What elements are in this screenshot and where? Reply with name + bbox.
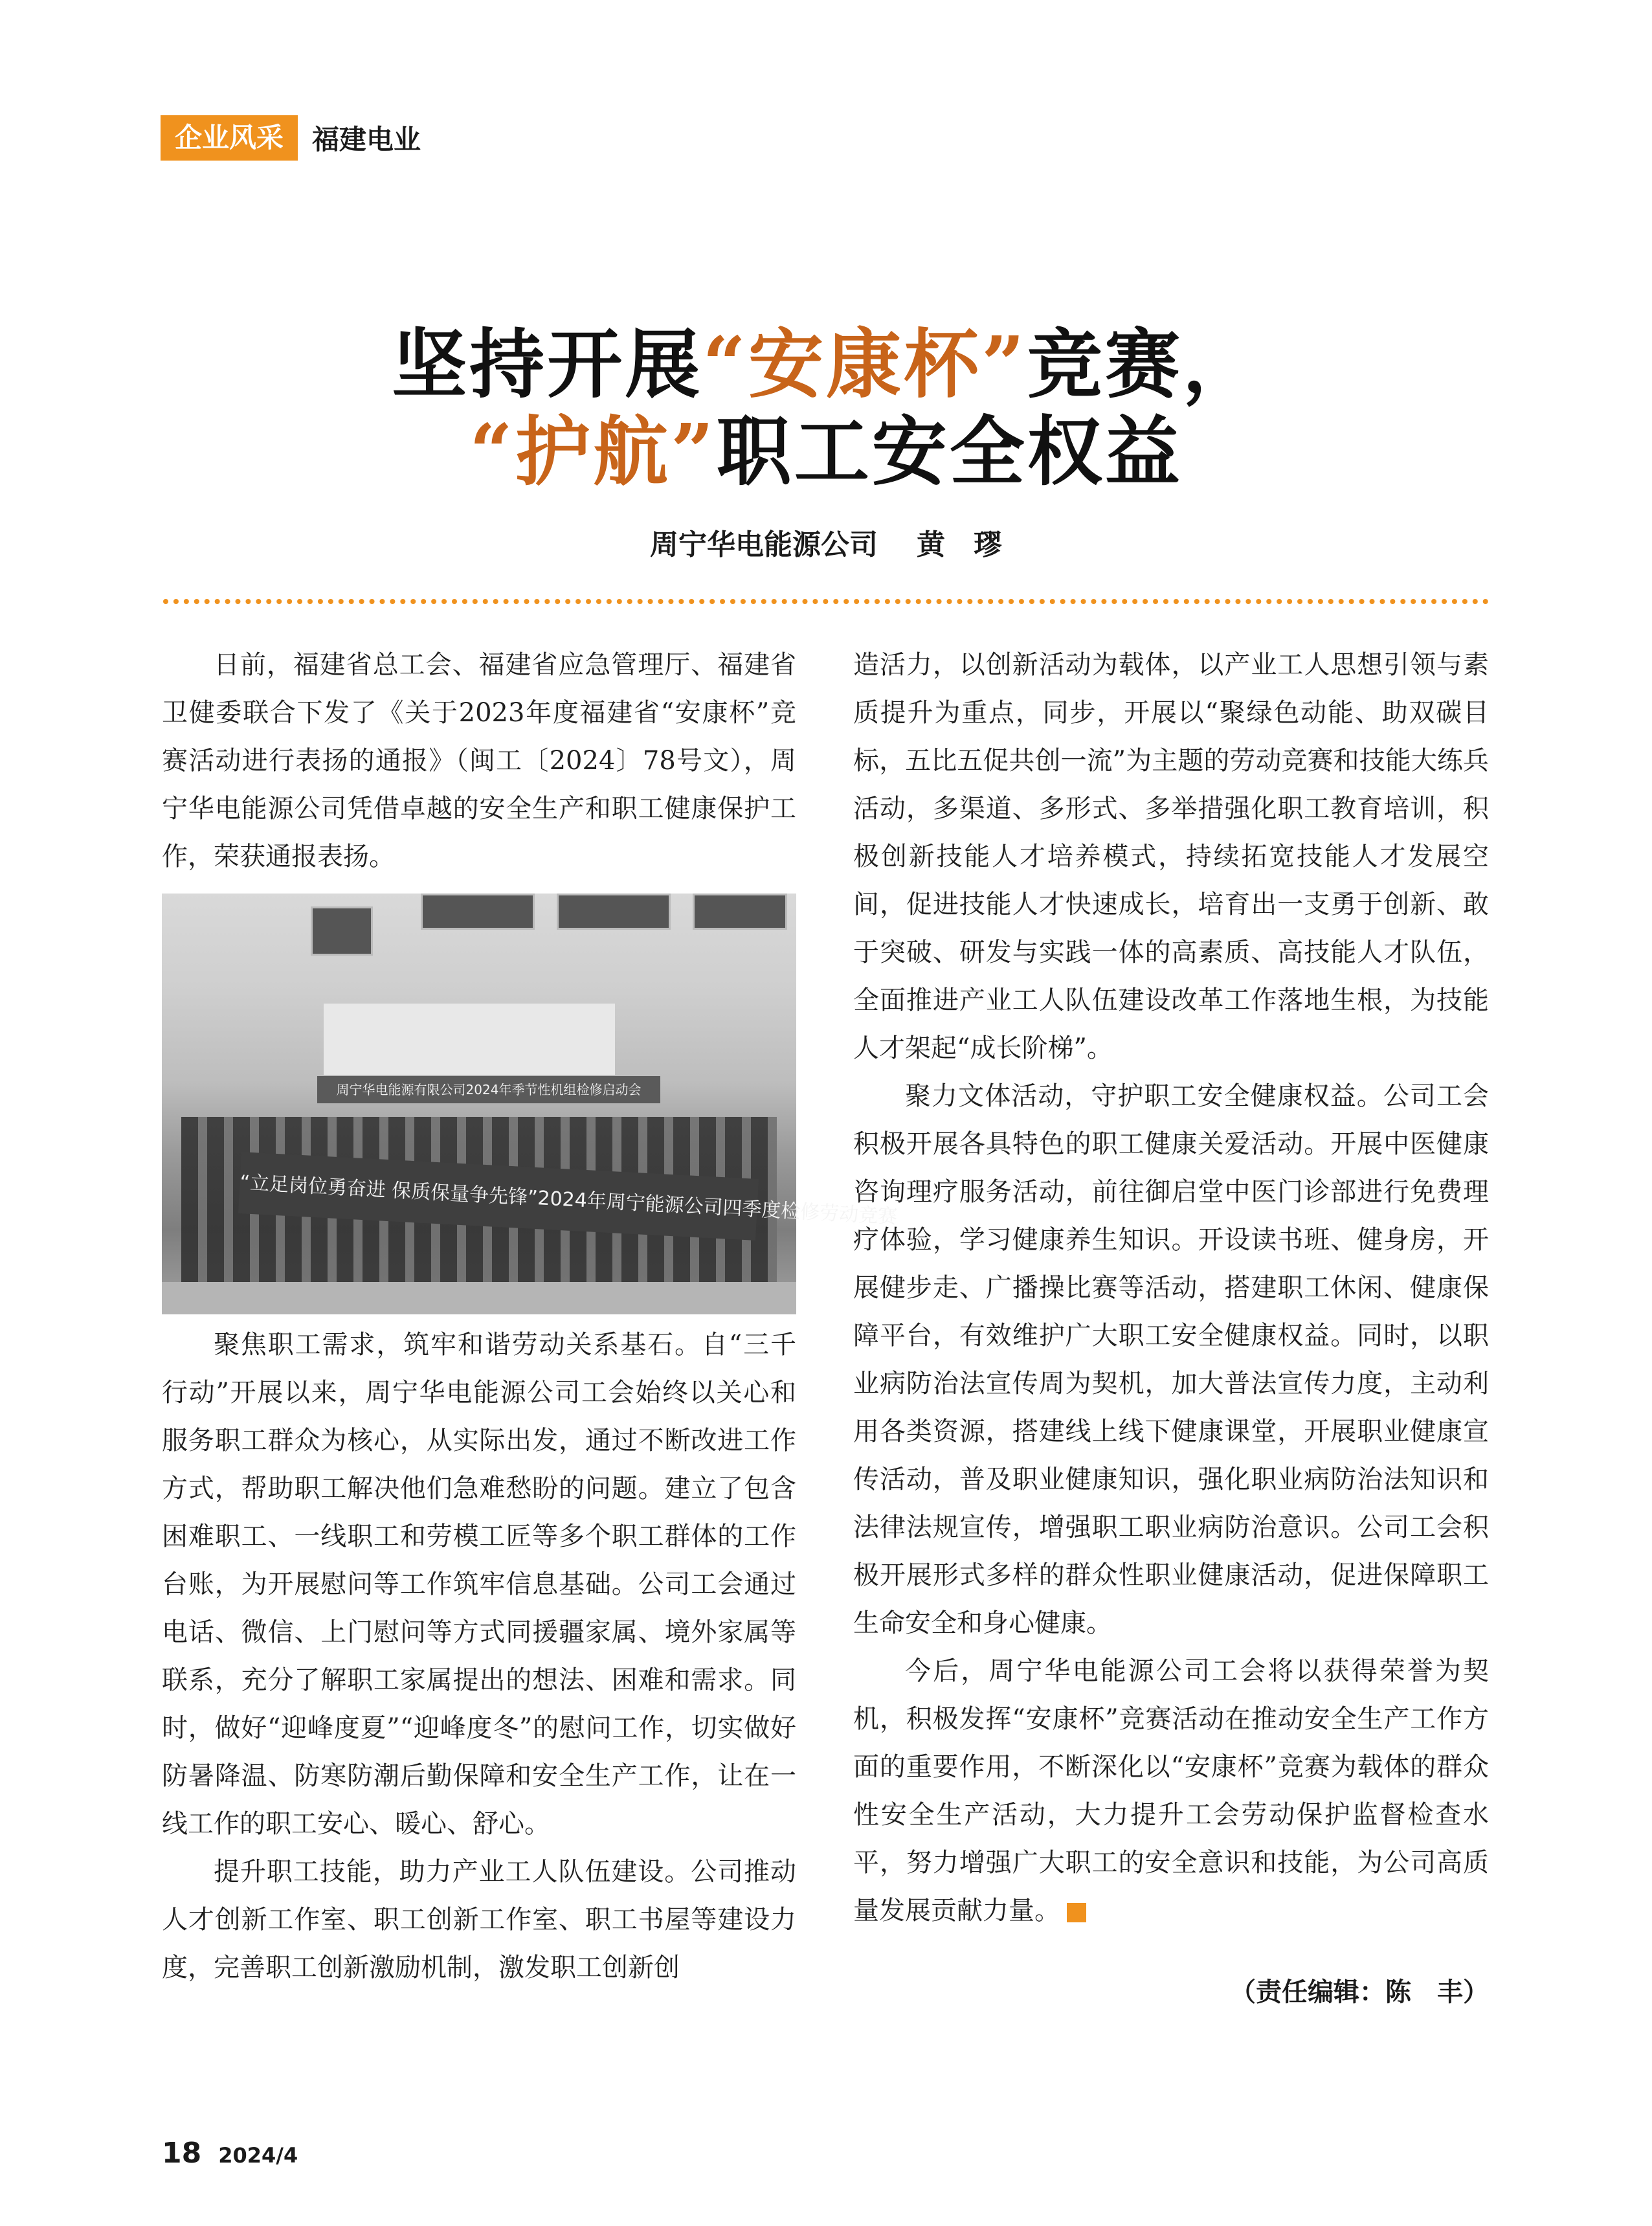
section-header (161, 115, 421, 161)
page-footer (162, 2137, 298, 2170)
paragraph: 聚力文体活动，守护职工安全健康权益。公司工会积极开展各具特色的职工健康关爱活动。开展中医健康咨询理疗服务活动，前往御启堂中医门诊部进行免费理疗体验，学习健康养生知识。开设读书班、健身房，开展健步走、广播操比赛等活动，搭建职工休闲、健康保障平台，有效维护广大职工安全健康权益。同时，以职业病防治法宣传周为契机，加大普法宣传力度，主动利用各类资源，搭建线上线下健康课堂，开展职业健康宣传活动，普及职业健康知识，强化职业病防治法知识和法律法规宣传，增强职工职业病防治意识。公司工会积极开展形式多样的群众性职业健康活动，促进保障职工生命安全和身心健康。 (853, 1081, 1489, 1638)
article-column-left-top (162, 641, 796, 881)
building-window (311, 906, 373, 956)
article-column-right (853, 641, 1489, 1935)
photo-banner-main: “立足岗位勇奋进 保质保量争先锋”2024年周宁能源公司四季度检修劳动竞赛 (238, 1152, 759, 1241)
building-window (557, 894, 671, 930)
dotted-divider (163, 599, 1489, 604)
author-name: 黄 璆 (917, 528, 1002, 561)
photo-floor (162, 1282, 796, 1314)
title-highlight: “安康杯” (702, 320, 1027, 409)
paragraph: 聚焦职工需求，筑牢和谐劳动关系基石。自“三千行动”开展以来，周宁华电能源公司工会始终以关心和服务职工群众为核心，从实际出发，通过不断改进工作方式，帮助职工解决他们急难愁盼的问题。建立了包含困难职工、一线职工和劳模工匠等多个职工群体的工作台账，为开展慰问等工作筑牢信息基础。公司工会通过电话、微信、上门慰问等方式同援疆家属、境外家属等联系，充分了解职工家属提出的想法、困难和需求。同时，做好“迎峰度夏”“迎峰度冬”的慰问工作，切实做好防暑降温、防寒防潮后勤保障和安全生产工作，让在一线工作的职工安心、暖心、舒心。 (162, 1330, 796, 1839)
title-text: 坚持开展 (392, 320, 703, 409)
paragraph: 提升职工技能，助力产业工人队伍建设。公司推动人才创新工作室、职工创新工作室、职工书屋等建设力度，完善职工创新激励机制，激发职工创新创 (162, 1857, 796, 1983)
paragraph-continued: 造活力，以创新活动为载体，以产业工人思想引领与素质提升为重点，同步，开展以“聚绿色动能、助双碳目标，五比五促共创一流”为主题的劳动竞赛和技能大练兵活动，多渠道、多形式、多举措强化职工教育培训，积极创新技能人才培养模式，持续拓宽技能人才发展空间，促进技能人才快速成长，培育出一支勇于创新、敢于突破、研发与实践一体的高素质、高技能人才队伍，全面推进产业工人队伍建设改革工作落地生根，为技能人才架起“成长阶梯”。 (853, 650, 1489, 1063)
article-photo (162, 894, 899, 1314)
paragraph-last (853, 1647, 1489, 1935)
responsible-editor: （责任编辑：陈 丰） (1230, 1977, 1489, 2007)
author-organization: 周宁华电能源公司 (650, 528, 878, 561)
title-text: 竞赛， (1027, 320, 1260, 409)
section-tag: 企业风采 (161, 115, 298, 161)
title-highlight: “护航” (469, 408, 717, 496)
paragraph-text: 今后，周宁华电能源公司工会将以获得荣誉为契机，积极发挥“安康杯”竞赛活动在推动安全生产工作方面的重要作用，不断深化以“安康杯”竞赛为载体的群众性安全生产活动，大力提升工会劳动保护监督检查水平，努力增强广大职工的安全意识和技能，为公司高质量发展贡献力量。 (853, 1656, 1489, 1926)
building-window (693, 894, 787, 930)
article-column-left-bottom (162, 1321, 796, 1992)
issue-number: 2024/4 (218, 2143, 298, 2168)
paragraph: 日前，福建省总工会、福建省应急管理厅、福建省卫健委联合下发了《关于2023年度福建省“安康杯”竞赛活动进行表扬的通报》（闽工〔2024〕78号文），周宁华电能源公司凭借卓越的安全生产和职工健康保护工作，荣获通报表扬。 (162, 650, 796, 871)
building-window (421, 894, 535, 930)
photo-banner-top: 周宁华电能源有限公司2024年季节性机组检修启动会 (317, 1076, 660, 1103)
byline (0, 521, 1652, 563)
title-text: 职工安全权益 (716, 408, 1183, 496)
end-square-icon (1067, 1903, 1086, 1922)
safety-sign-board (324, 1004, 615, 1075)
section-name: 福建电业 (312, 124, 421, 155)
page-number: 18 (162, 2137, 202, 2170)
article-title-line-2 (0, 392, 1652, 500)
